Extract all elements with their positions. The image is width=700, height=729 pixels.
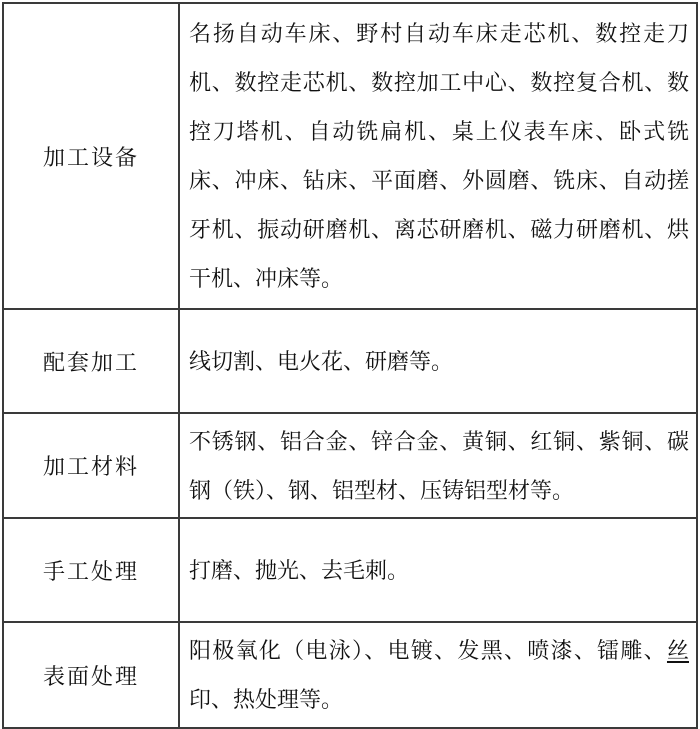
- row-content-part: 印、热处理等。: [189, 687, 344, 712]
- row-content: 打磨、抛光、去毛刺。: [189, 557, 410, 583]
- row-content: 不锈钢、铝合金、锌合金、黄铜、红铜、紫铜、碳钢（铁）、钢、铝型材、压铸铝型材等。: [189, 428, 689, 503]
- row-content-cell: [180, 310, 696, 412]
- row-label-cell: [4, 310, 180, 412]
- row-label: 加工设备: [42, 144, 139, 170]
- row-label: 配套加工: [42, 349, 139, 375]
- table-row: [4, 4, 696, 308]
- row-label: 表面处理: [42, 663, 139, 689]
- row-label-cell: [4, 519, 180, 621]
- row-content: 名扬自动车床、野村自动车床走芯机、数控走刀机、数控走芯机、数控加工中心、数控复合机、数控刀塔机、自动铣扁机、桌上仪表车床、卧式铣床、冲床、钻床、平面磨、外圆磨、铣床、自动搓牙机、振动研磨机、离芯研磨机、磁力研磨机、烘干机、冲床等。: [189, 21, 689, 291]
- row-content-cell: [180, 519, 696, 621]
- table-row: [4, 517, 696, 621]
- row-label-cell: [4, 4, 180, 308]
- table-row: [4, 308, 696, 412]
- row-content: [189, 626, 689, 724]
- row-content-cell: [180, 4, 696, 308]
- row-content-cell: [180, 623, 696, 727]
- row-content-cell: [180, 414, 696, 517]
- process-capability-table: [2, 2, 698, 729]
- row-label-cell: [4, 414, 180, 517]
- row-label: 手工处理: [42, 558, 139, 584]
- table-row: [4, 621, 696, 727]
- row-content-part: 阳极氧化（电泳）、电镀、发黑、喷漆、镭雕、: [189, 638, 667, 663]
- table-row: [4, 412, 696, 517]
- row-label: 加工材料: [42, 454, 139, 479]
- row-label-cell: [4, 623, 180, 727]
- row-content: 线切割、电火花、研磨等。: [189, 348, 454, 374]
- underlined-text: 丝: [666, 638, 689, 663]
